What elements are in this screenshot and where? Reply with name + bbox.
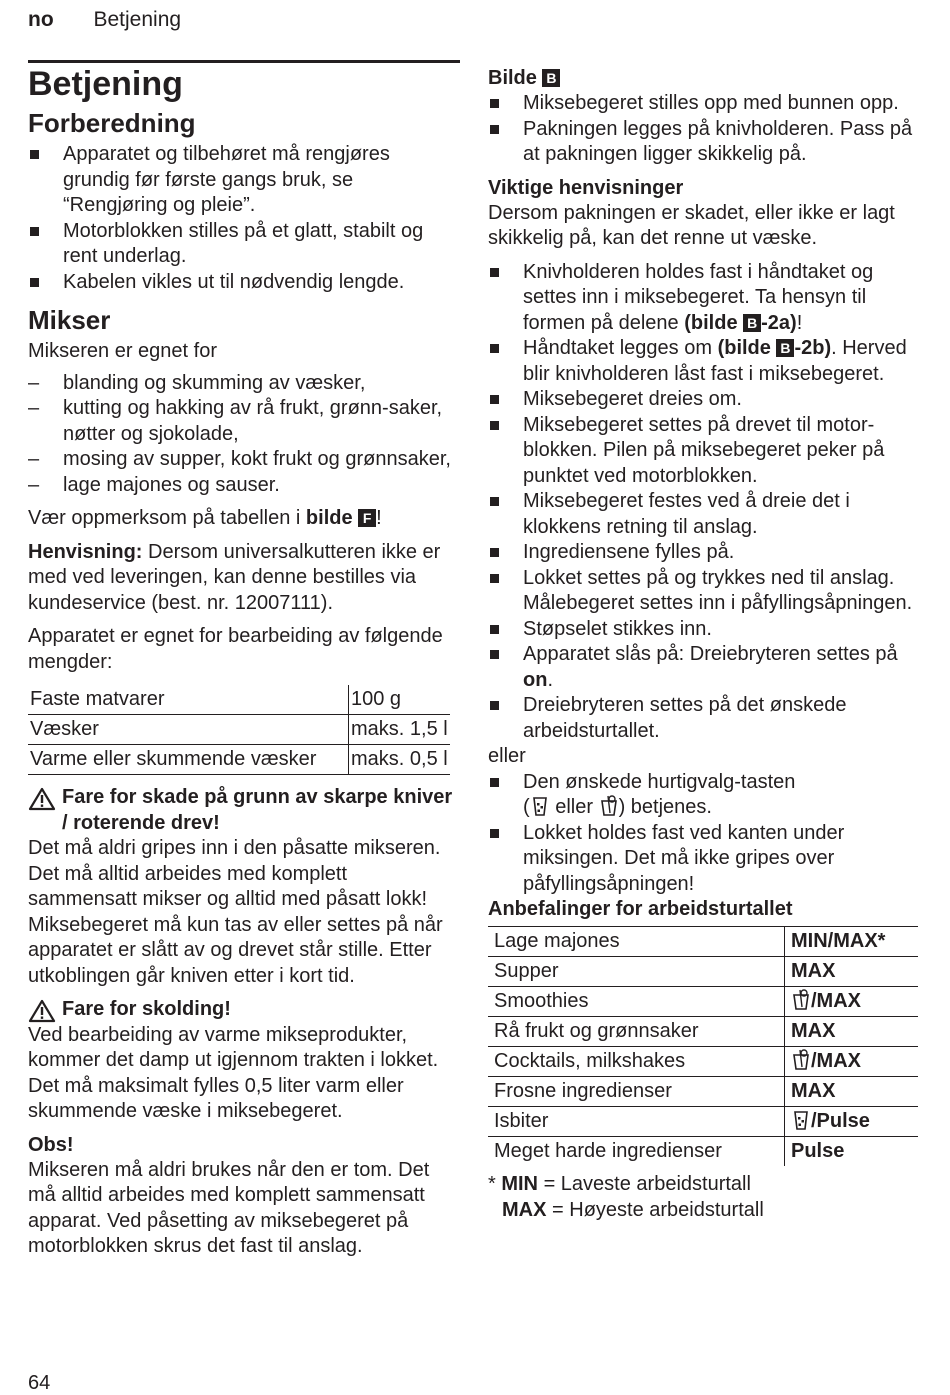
table-row	[28, 685, 450, 715]
speed-item: Smoothies	[488, 987, 785, 1017]
figure-label: F	[358, 509, 376, 527]
figure-label: B	[542, 69, 560, 87]
warning-text-blades: Det må aldri gripes inn i den påsatte mikseren. Det må alltid arbeides med komplett sammensatt mikser og alltid med påsatt lokk! Miksebegeret må kun tas av eller settes på når apparatet er slått av og drevet står stille. Etter utkoblingen går kniven etter i kort tid.	[28, 837, 443, 987]
speed-setting: MAX	[785, 957, 919, 987]
ice-crush-icon	[791, 1109, 811, 1131]
list-item: Pakningen legges på knivholderen. Pass på at pakningen ligger skikkelig på.	[488, 117, 920, 168]
obs-label: Obs!	[28, 1133, 74, 1156]
page-number: 64	[28, 1372, 51, 1394]
smoothie-icon	[791, 989, 811, 1011]
smoothie-icon	[599, 795, 619, 817]
capacity-item: Varme eller skummende væsker	[28, 745, 349, 775]
speed-item: Lage majones	[488, 927, 785, 957]
prep-heading: Forberedning	[28, 108, 196, 138]
warning-triangle-icon	[28, 999, 56, 1023]
capacity-table	[28, 685, 450, 775]
table-row	[488, 1077, 918, 1107]
list-item: Lokket settes på og trykkes ned til anslag. Målebegeret settes inn i påfyllingsåpningen.	[488, 566, 920, 617]
speed-setting: Pulse	[791, 1140, 845, 1162]
mixer-uses	[28, 371, 460, 499]
important-text: Dersom pakningen er skadet, eller ikke er lagt skikkelig på, kan det renne ut væske.	[488, 201, 895, 249]
list-item: Miksebegeret festes ved å dreie det i klokkens retning til anslag.	[488, 489, 920, 540]
speed-setting: MAX	[785, 1077, 919, 1107]
list-item: Knivholderen holdes fast i håndtaket og settes inn i miksebegeret. Ta hensyn til formen på delene (bilde B -2a)!	[488, 260, 920, 337]
table-row	[488, 1107, 918, 1137]
warning-title-scald: Fare for skolding!	[28, 997, 460, 1023]
list-item: Motorblokken stilles på et glatt, stabilt og rent underlag.	[28, 219, 460, 270]
speed-item: Meget harde ingredienser	[488, 1137, 785, 1167]
list-item: – mosing av supper, kokt frukt og grønnsaker,	[28, 447, 460, 473]
running-header	[28, 8, 181, 32]
left-column	[28, 62, 460, 1260]
page-title: Betjening	[28, 65, 183, 103]
warning-triangle-icon	[28, 787, 56, 811]
mixer-heading: Mikser	[28, 305, 111, 335]
speed-setting: MAX	[785, 1017, 919, 1047]
table-row	[488, 1137, 918, 1167]
list-item: Håndtaket legges om (bilde B -2b). Herved blir knivholderen låst fast i miksebegeret.	[488, 336, 920, 387]
table-reference: Vær oppmerksom på tabellen i bilde F !	[28, 507, 382, 529]
capacity-amount: maks. 0,5 l	[349, 745, 450, 775]
speed-item: Isbiter	[488, 1107, 785, 1137]
capacity-item: Væsker	[28, 715, 349, 745]
speed-heading: Anbefalinger for arbeidsturtallet	[488, 898, 793, 920]
speed-setting: MIN/MAX*	[785, 927, 919, 957]
figure-label: B	[776, 339, 794, 357]
list-item: Dreiebryteren settes på det ønskede arbeidsturtallet.	[488, 693, 920, 744]
list-item: Miksebegeret stilles opp med bunnen opp.	[488, 91, 920, 117]
figure-steps	[488, 91, 920, 168]
speed-item: Frosne ingredienser	[488, 1077, 785, 1107]
capacity-amount: 100 g	[351, 688, 402, 710]
speed-item: Rå frukt og grønnsaker	[488, 1017, 785, 1047]
speed-item: Supper	[488, 957, 785, 987]
list-item: – kutting og hakking av rå frukt, grønn-saker, nøtter og sjokolade,	[28, 396, 460, 447]
capacity-amount: maks. 1,5 l	[349, 715, 450, 745]
table-row	[488, 1047, 918, 1077]
table-row	[28, 715, 450, 745]
hint-paragraph: Henvisning: Dersom universalkutteren ikke er med ved leveringen, kan denne bestilles via kundeservice (best. nr. 12007111).	[28, 540, 441, 614]
speed-footnote: * MIN = Laveste arbeidsturtall MAX = Høyeste arbeidsturtall	[488, 1173, 764, 1221]
or-label: eller	[488, 745, 526, 767]
list-item: Den ønskede hurtigvalg-tasten ( eller ) betjenes.	[488, 770, 920, 821]
table-row	[488, 927, 918, 957]
table-row	[488, 987, 918, 1017]
table-row	[28, 745, 450, 775]
figure-heading: Bilde B	[488, 66, 920, 91]
alternative-steps	[488, 770, 920, 898]
smoothie-icon	[791, 1049, 811, 1071]
list-item: Miksebegeret dreies om.	[488, 387, 920, 413]
list-item: Apparatet slås på: Dreiebryteren settes på on.	[488, 642, 920, 693]
table-row	[488, 957, 918, 987]
list-item: – blanding og skumming av væsker,	[28, 371, 460, 397]
right-column	[488, 66, 920, 1223]
header-section: Betjening	[93, 8, 182, 31]
table-row	[488, 1017, 918, 1047]
warning-title-blades: Fare for skade på grunn av skarpe kniver / roterende drev!	[28, 785, 460, 836]
list-item: – lage majones og sauser.	[28, 473, 460, 499]
warning-text-scald: Ved bearbeiding av varme mikseprodukter, kommer det damp ut igjennom trakten i lokket. Det må maksimalt fylles 0,5 liter varm eller skummende væske i miksebegeret.	[28, 1023, 439, 1122]
list-item: Kabelen vikles ut til nødvendig lengde.	[28, 270, 460, 296]
speed-table	[488, 926, 918, 1166]
figure-label: B	[743, 314, 761, 332]
list-item: Ingrediensene fylles på.	[488, 540, 920, 566]
mixer-intro: Mikseren er egnet for	[28, 340, 217, 362]
assembly-steps	[488, 260, 920, 745]
capacity-intro: Apparatet er egnet for bearbeiding av følgende mengder:	[28, 625, 443, 673]
speed-setting: /MAX	[785, 987, 919, 1017]
language-code: no	[28, 8, 54, 31]
obs-text: Mikseren må aldri brukes når den er tom. Det må alltid arbeides med komplett sammensatt apparat. Ved påsetting av miksebegeret på motorblokken skrus det fast til anslag.	[28, 1158, 430, 1257]
ice-crush-icon	[530, 795, 550, 817]
list-item: Støpselet stikkes inn.	[488, 617, 920, 643]
list-item: Miksebegeret settes på drevet til motor-blokken. Pilen på miksebegeret peker på punktet ved motorblokken.	[488, 413, 920, 490]
capacity-item: Faste matvarer	[28, 685, 349, 715]
speed-item: Cocktails, milkshakes	[488, 1047, 785, 1077]
speed-setting: /MAX	[785, 1047, 919, 1077]
important-heading: Viktige henvisninger	[488, 176, 684, 199]
speed-setting: /Pulse	[785, 1107, 919, 1137]
prep-list	[28, 142, 460, 295]
list-item: Lokket holdes fast ved kanten under miksingen. Det må ikke gripes over påfyllingsåpningen!	[488, 821, 920, 898]
list-item: Apparatet og tilbehøret må rengjøres grundig før første gangs bruk, se “Rengjøring og pleie”.	[28, 142, 460, 219]
